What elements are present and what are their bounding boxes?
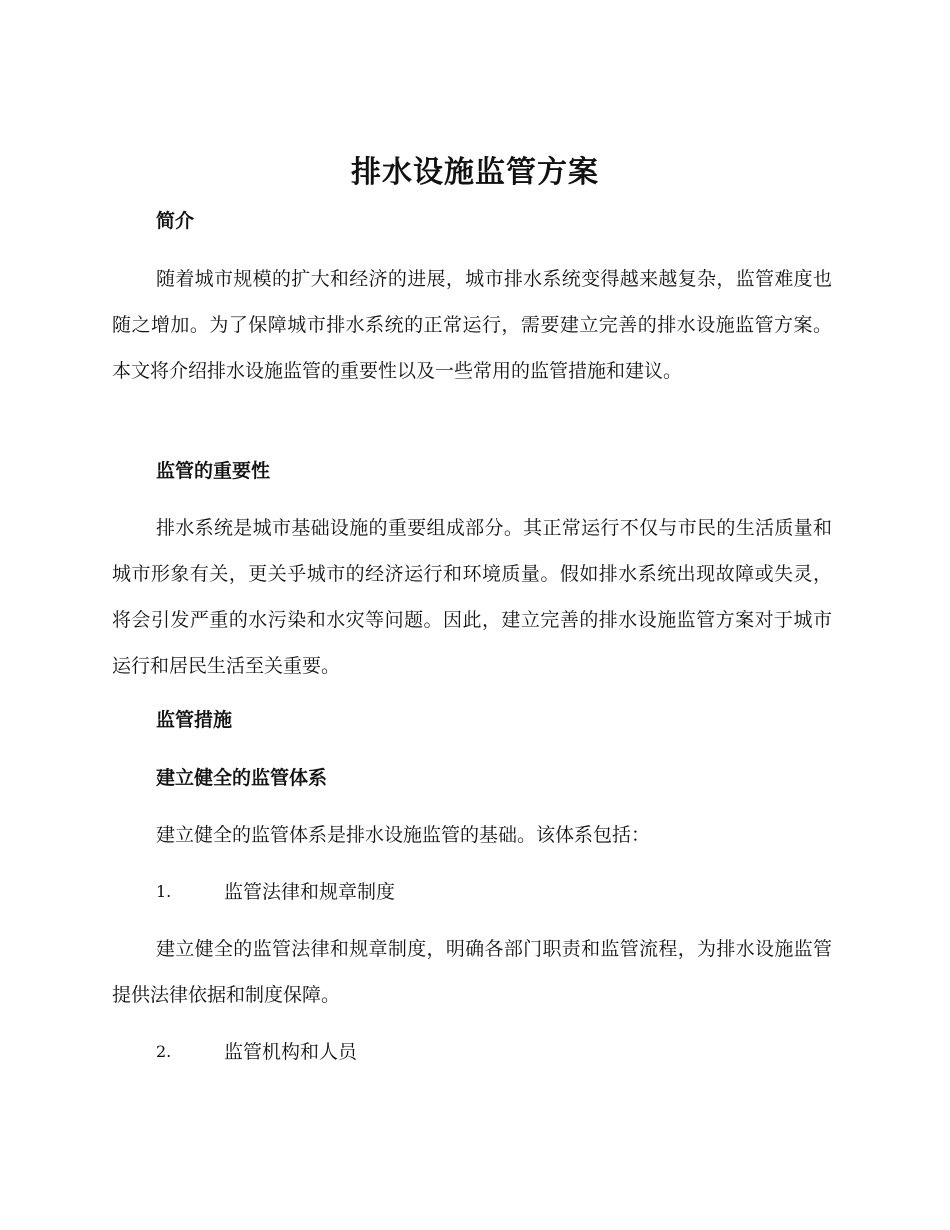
intro-paragraph: 随着城市规模的扩大和经济的进展，城市排水系统变得越来越复杂，监管难度也随之增加。为了保障城市排水系统的正常运行，需要建立完善的排水设施监管方案。本文将介绍排水设施监管的重要性以及一些常用的监管措施和建议。 [112,268,832,382]
importance-heading: 监管的重要性 [156,460,271,482]
importance-paragraph: 排水系统是城市基础设施的重要组成部分。其正常运行不仅与市民的生活质量和城市形象有关，更关乎城市的经济运行和环境质量。假如排水系统出现故障或失灵，将会引发严重的水污染和水灾等问题。因此，建立完善的排水设施监管方案对于城市运行和居民生活至关重要。 [112,517,832,677]
measures-heading: 监管措施 [156,709,233,731]
document-title: 排水设施监管方案 [351,155,599,190]
list-number-2: 2. [156,1042,172,1061]
intro-heading: 简介 [156,210,195,232]
list-label-1: 监管法律和规章制度 [224,881,396,903]
system-intro: 建立健全的监管体系是排水设施监管的基础。该体系包括： [156,824,651,846]
list-number-1: 1. [156,882,172,901]
list-label-2: 监管机构和人员 [224,1041,358,1063]
item1-paragraph: 建立健全的监管法律和规章制度，明确各部门职责和监管流程，为排水设施监管提供法律依据和制度保障。 [112,938,832,1006]
system-heading: 建立健全的监管体系 [156,767,328,789]
list-item-2 [156,1037,357,1067]
list-item-1 [156,877,395,907]
